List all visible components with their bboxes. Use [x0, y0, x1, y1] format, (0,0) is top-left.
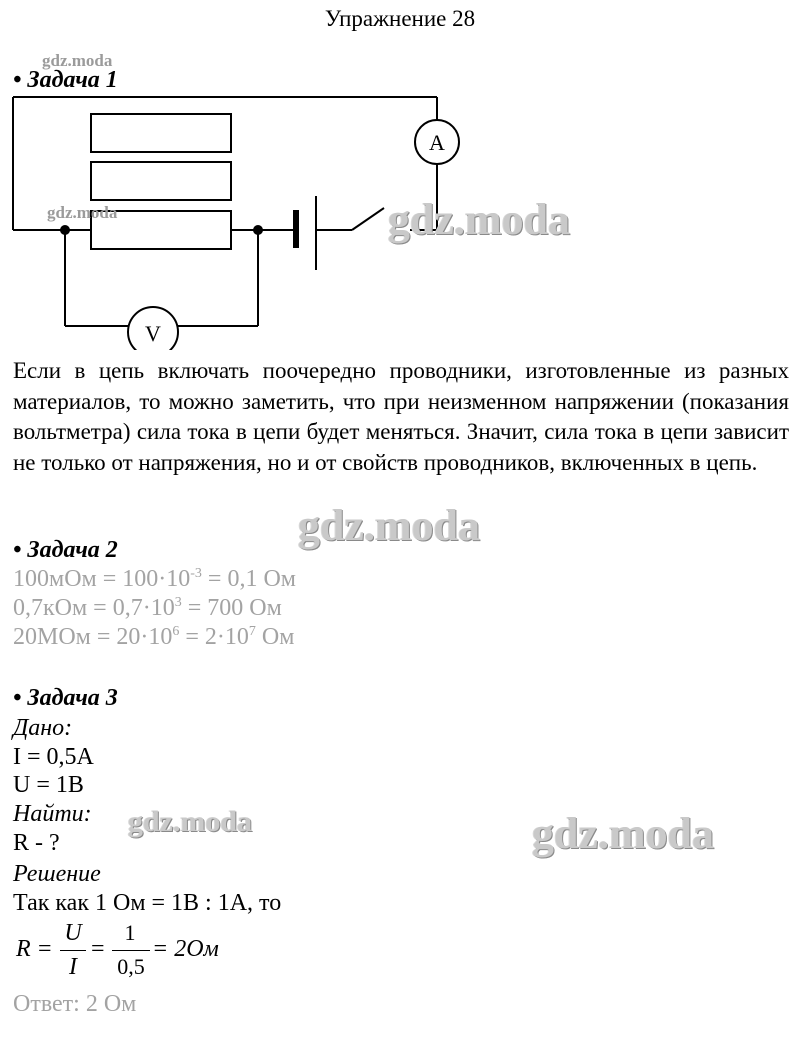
formula-result: = 2Ом — [152, 936, 219, 962]
task2-line-1: $100мОм = 100\cdot 10^{-3} = 0,1$ Ом — [13, 566, 296, 592]
switch-blade — [352, 208, 384, 230]
task1-heading: • Задача 1 — [13, 67, 118, 93]
task3-solution-label: Решение — [13, 861, 101, 887]
voltmeter-label: V — [145, 321, 161, 346]
formula-eq: = — [38, 936, 52, 962]
formula-fraction-bar-2 — [112, 950, 150, 951]
task3-given-label: Дано: — [13, 715, 73, 741]
formula-den1: I — [69, 954, 77, 980]
watermark-small-circuit: gdz.moda — [47, 203, 118, 222]
formula-den2: 0,5 — [117, 954, 145, 979]
conductor-resistor-2 — [91, 162, 231, 200]
formula-eq-2: = — [91, 936, 105, 962]
formula-num2: 1 — [124, 920, 136, 945]
task2-line-2: $0,7кОм = 0,7\cdot 10^3 = 700$ Ом — [13, 595, 282, 621]
task3-answer: Ответ: 2 Ом — [13, 991, 137, 1017]
formula-num1: U — [64, 920, 82, 946]
formula-lhs: R — [16, 936, 31, 962]
watermark-small-top: gdz.moda — [42, 51, 113, 70]
task3-heading: • Задача 3 — [13, 685, 118, 711]
task2-line-3: $20МОм = 20\cdot 10^6 = 2\cdot 10^7$ Ом — [13, 624, 295, 650]
junction-dot — [253, 225, 263, 235]
task1-paragraph: Если в цепь включать поочередно проводники, изготовленные из разных материалов, то можно заметить, что при неизменном напряжении (показания вольтметра) сила тока в цепи будет меняться. Значит, сила тока в цепи зависит не только от напряжения, но и от свойств проводников, включенных в цепь. — [13, 358, 789, 475]
watermark-large-right: gdz.moda — [532, 809, 715, 858]
page-title: Упражнение 28 — [324, 6, 476, 31]
task3-solution-text: Так как 1 Ом = 1В : 1А, то — [13, 890, 282, 916]
watermark-large-middle: gdz.moda — [298, 501, 481, 550]
task3-find-label: Найти: — [13, 801, 92, 827]
circuit-diagram — [0, 0, 800, 350]
task3-find-value: R - ? — [13, 830, 60, 856]
task2-heading: • Задача 2 — [13, 537, 118, 563]
junction-dot — [60, 225, 70, 235]
formula-fraction-bar-1 — [60, 950, 86, 951]
task3-given-voltage: U = 1В — [13, 772, 84, 798]
watermark-medium: gdz.moda — [128, 805, 253, 838]
task3-given-current: I = 0,5А — [13, 744, 94, 770]
ammeter-label: A — [429, 130, 445, 155]
watermark-large-circuit: gdz.moda — [388, 195, 571, 244]
conductor-resistor-1 — [91, 114, 231, 152]
